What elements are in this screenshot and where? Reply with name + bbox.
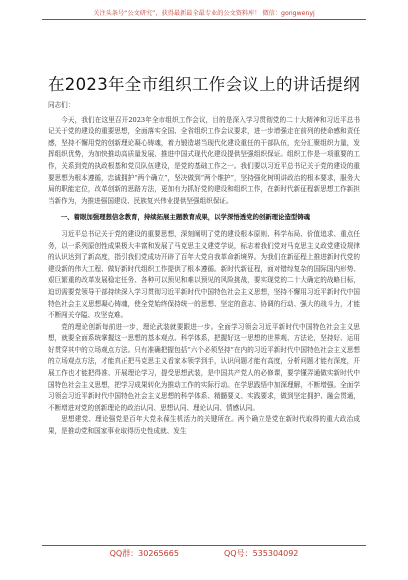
- qq-number-text: QQ号：535304092: [224, 549, 299, 558]
- document-body: [48, 100, 360, 438]
- header-rule: [42, 19, 366, 20]
- qq-group-text: QQ群：30265665: [109, 549, 179, 558]
- footer: [0, 548, 408, 559]
- salutation: 同志们：: [48, 101, 75, 109]
- document-title: 在2023年全市组织工作会议上的讲话提纲: [48, 75, 360, 95]
- body-paragraph: 党的理论创新每前进一步，理论武装就要跟进一步。全面学习领会习近平新时代中国特色社会主义思想，就要全面系统掌握这一思想的基本观点、科学体系，把握好这一思想的世界观、方法论，坚持好、运用好贯穿其中的立场观点方法。只有准确把握包括“六个必须坚持”在内的习近平新时代中国特色社会主义思想的立场观点方法，才能真正把马克思主义看家本领学到手，认识问题才能有高度，分析问题才能有深度，开展工作也才能把得准、开展理论学习，提受思想武装，是中国共产党人的必修课，要学懂弄通做实新时代中国特色社会主义思想，把学习成果转化为推动工作的实际行动。在学思践悟中加深理解，不断增强。全面学习领会习近平新时代中国特色社会主义思想的科学体系、精髓要义、实践要求，做到坚定拥护、融会贯通，不断增进对党的创新理论的政治认同、思想认同、理论认同、情感认同。: [48, 322, 360, 412]
- section-heading: 一、着眼加强理想信念教育，持续拓展主题教育成果，以学深悟透党的创新理论造型铸魂: [60, 213, 311, 222]
- body-paragraph: 今天，我们在这里召开2023年全市组织工作会议，目的是深入学习贯彻党的二十大精神和习近平总书记关于党的建设的重要思想，全面落实全国、全省组织工作会议要求，进一步增强走在前列的使命感和责任感，坚持不懈用党的创新理论凝心铸魂，着力锻造堪当现代化建设重任的干部队伍，充分汇聚组织力量，发挥组织优势，为加快推动高质量发展、推进中国式现代化建设提供坚强组织保证。组织工作是一项重要的工作，关系到党的执政根基和党员队伍建设，是党的基础工作之一。我们要以习近平总书记关于党的建设的重要思想为根本遵循，忠诚拥护“两个确立”，坚决做到“两个维护”，坚持强化树明讲政治的根本要求，服务大局的职能定位，改革创新的思路方法，更加有力抓好党的建设和组织工作，在新时代新征程新思想工作新担当新作为，为推进强国建设、民族复兴伟业提供坚强组织保证。: [48, 115, 360, 205]
- body-paragraph: 习近平总书记关于党的建设的重要思想，深刻阐明了党的建设根本原则、科学布局、价值追求、重点任务，以一系列原创性成果极大丰富和发展了马克思主义建党学说，标志着我们党对马克思主义政党建设规律的认识达到了新高度，指引我们党成功开辟了百年大党自我革命新境界。为我们在新征程上推进新时代党的建设新的伟大工程、做好新时代组织工作提供了根本遵循。新时代新征程，面对错综复杂的国际国内形势、艰巨繁重的改革发展稳定任务、各种可以预见和难以预见的风险挑战，要实现党的二十大确定的战略目标，迫切需要党领导干部持续深入学习贯彻习近平新时代中国特色社会主义思想，坚持不懈用习近平新时代中国特色社会主义思想凝心铸魂，使全党始终保持统一的思想、坚定的意志、协调的行动、强大的战斗力，才能不断闯关夺隘、攻坚克难。: [48, 229, 360, 320]
- header-banner: 关注头条号“公文研究”，获得最新最全最专业的公文资料库！ 微信：gongwenyj: [93, 10, 315, 17]
- footer-rule: [42, 545, 366, 546]
- body-paragraph: 思想建党、理论强党是百年大党永葆生机活力的关键所在。两个确立是党在新时代取得的重大政治成果，是推动党和国家事业取得历史性成就、发生: [48, 415, 360, 436]
